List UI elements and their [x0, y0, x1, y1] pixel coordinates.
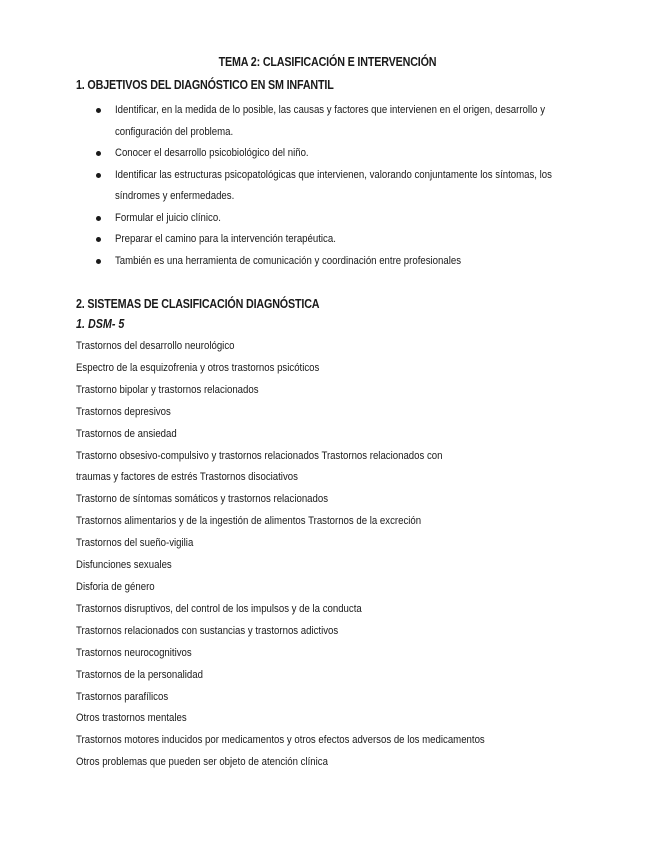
dsm5-category: Trastornos del sueño-vigilia [76, 537, 194, 550]
dsm5-category: Trastornos depresivos [76, 405, 171, 418]
objective-item [0, 208, 655, 230]
objective-item [0, 143, 655, 165]
objective-item [0, 229, 655, 251]
objective-item [0, 100, 655, 143]
objective-line: Conocer el desarrollo psicobiológico del niño. [115, 147, 309, 159]
section2-heading: 2. SISTEMAS DE CLASIFICACIÓN DIAGNÓSTICA [76, 297, 320, 311]
bullet-icon [96, 216, 101, 221]
dsm5-category: Trastornos de ansiedad [76, 427, 177, 440]
bullet-icon [96, 237, 101, 242]
dsm5-category: Trastornos neurocognitivos [76, 646, 192, 659]
objective-line: También es una herramienta de comunicación y coordinación entre profesionales [115, 254, 462, 267]
objective-item [0, 251, 655, 273]
dsm5-category: Espectro de la esquizofrenia y otros trastornos psicóticos [76, 361, 320, 374]
bullet-icon [96, 151, 101, 156]
objective-line: Formular el juicio clínico. [115, 211, 221, 224]
objective-line: síndromes y enfermedades. [115, 190, 235, 202]
objective-line: configuración del problema. [115, 125, 234, 138]
document-title: TEMA 2: CLASIFICACIÓN E INTERVENCIÓN [218, 55, 437, 69]
objective-line: Identificar, en la medida de lo posible, las causas y factores que intervienen en el origen, desarrollo y [115, 104, 546, 116]
dsm5-category: Trastornos de la personalidad [76, 668, 203, 681]
bullet-icon [96, 173, 101, 178]
dsm5-category: Disforia de género [76, 580, 155, 593]
dsm5-category: Disfunciones sexuales [76, 559, 172, 572]
bullet-icon [96, 108, 101, 113]
dsm5-category: Trastornos del desarrollo neurológico [76, 340, 235, 352]
dsm5-category: Trastornos parafílicos [76, 690, 169, 703]
dsm5-category: Trastornos motores inducidos por medicamentos y otros efectos adversos de los medicamentos [76, 734, 485, 747]
dsm5-category: Trastornos relacionados con sustancias y trastornos adictivos [76, 624, 339, 637]
dsm5-subheading: 1. DSM- 5 [76, 317, 125, 331]
dsm5-category: Trastorno de síntomas somáticos y trastornos relacionados [76, 493, 329, 506]
objectives-list [0, 100, 655, 272]
dsm5-categories-list [76, 336, 636, 774]
section1-heading: 1. OBJETIVOS DEL DIAGNÓSTICO EN SM INFANTIL [76, 78, 334, 92]
dsm5-category: Trastorno obsesivo-compulsivo y trastornos relacionados Trastornos relacionados con [76, 449, 443, 462]
dsm5-category: Trastorno bipolar y trastornos relacionados [76, 383, 259, 396]
dsm5-category: traumas y factores de estrés Trastornos disociativos [76, 471, 298, 484]
dsm5-category: Trastornos disruptivos, del control de los impulsos y de la conducta [76, 602, 362, 615]
dsm5-category: Trastornos alimentarios y de la ingestión de alimentos Trastornos de la excreción [76, 515, 422, 528]
bullet-icon [96, 259, 101, 264]
dsm5-category: Otros trastornos mentales [76, 712, 187, 725]
objective-item [0, 165, 655, 208]
dsm5-category: Otros problemas que pueden ser objeto de atención clínica [76, 756, 328, 769]
objective-line: Identificar las estructuras psicopatológicas que intervienen, valorando conjuntamente los síntomas, los [115, 168, 552, 181]
objective-line: Preparar el camino para la intervención terapéutica. [115, 233, 336, 245]
